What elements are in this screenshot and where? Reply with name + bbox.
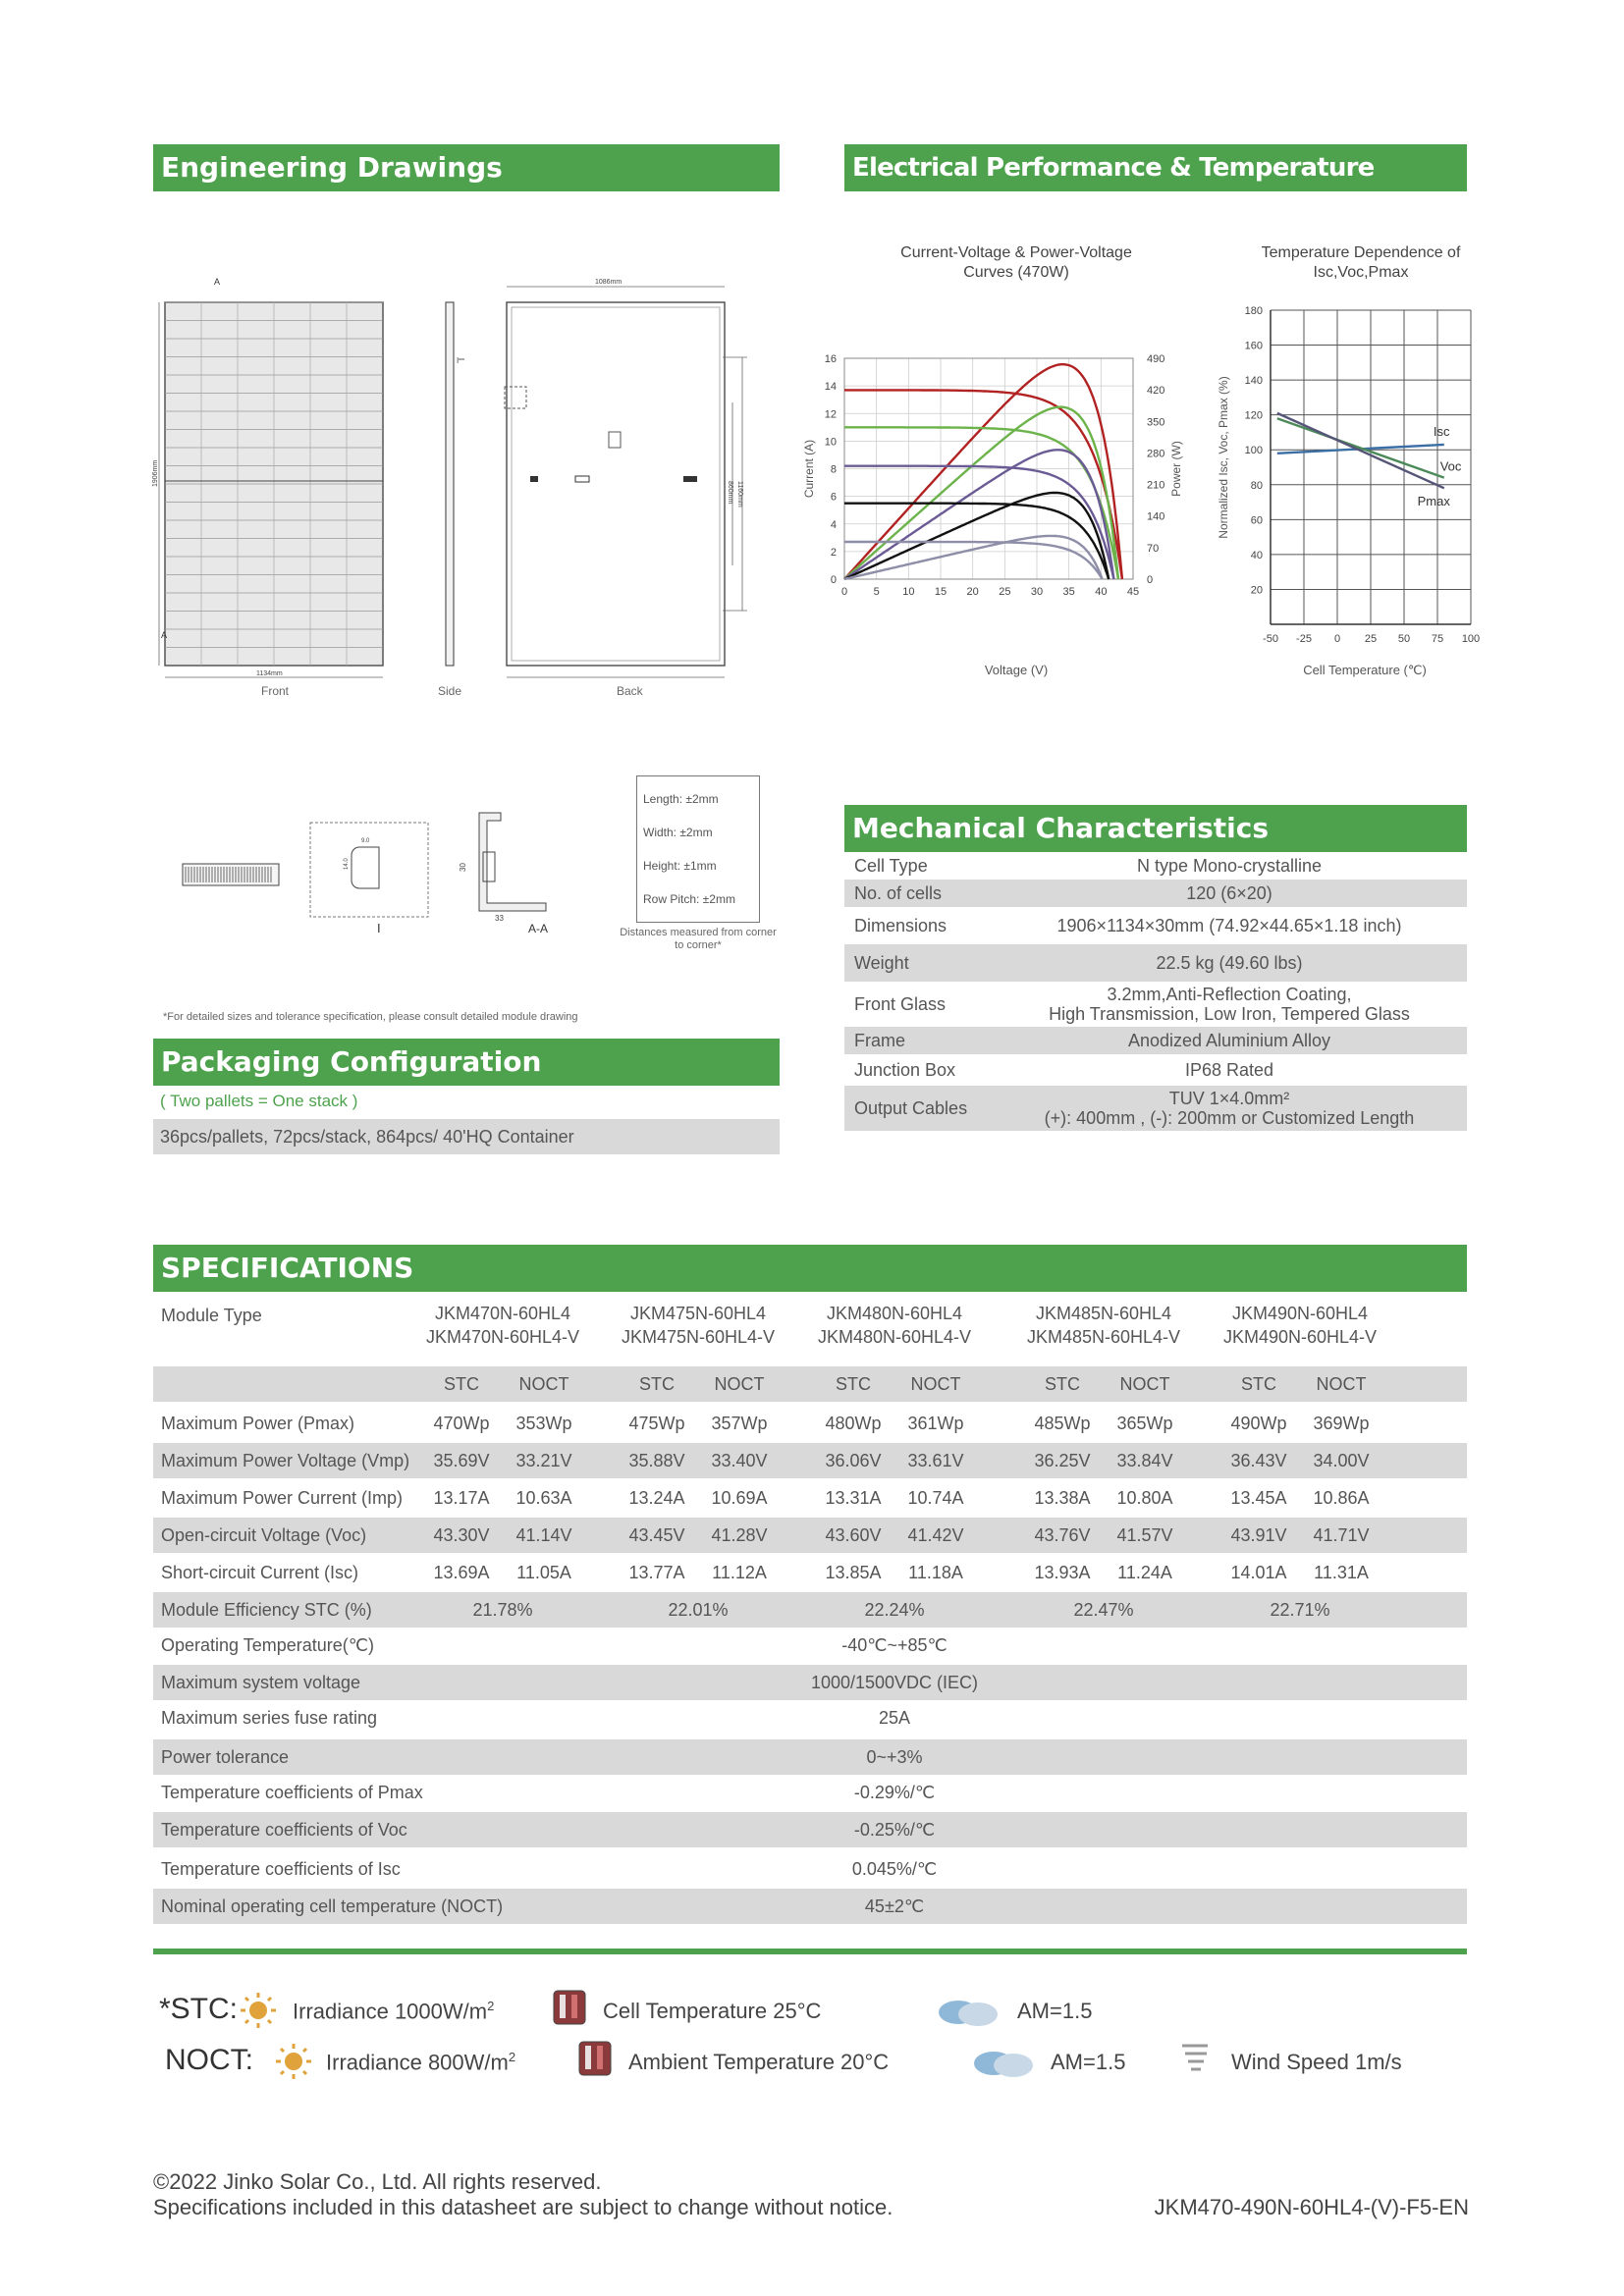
iv-xtick: 20 (966, 586, 979, 598)
efficiency-row (153, 1592, 1467, 1628)
spec-stc-value: 13.93A (1034, 1563, 1091, 1582)
section-aa-label: A-A (528, 922, 549, 935)
spec-label: Maximum system voltage (161, 1673, 361, 1692)
spec-stc-value: 14.01A (1230, 1563, 1287, 1582)
iv-ytick: 16 (824, 353, 837, 365)
spec-noct-value: 369Wp (1313, 1414, 1370, 1433)
iv-chart-xlabel: Voltage (V) (984, 663, 1049, 677)
spec-noct-value: 11.12A (712, 1563, 767, 1582)
wind-icon (1176, 2038, 1216, 2079)
spec-noct-value: 33.61V (907, 1451, 964, 1470)
iv-y2tick: 490 (1147, 353, 1165, 365)
noct-label: NOCT: (165, 2044, 253, 2076)
temp-xtick: -50 (1263, 633, 1278, 645)
temp-xtick: 0 (1333, 633, 1341, 645)
spec-stc-value: 13.24A (628, 1488, 685, 1508)
mechanical-header: Mechanical Characteristics (844, 805, 1467, 852)
model-name-line2: JKM470N-60HL4-V (425, 1327, 580, 1347)
spec-noct-value: 33.40V (711, 1451, 768, 1470)
spec-row (153, 1518, 1467, 1553)
spec-stc-value: 13.17A (433, 1488, 490, 1508)
spec-stc-value: 490Wp (1230, 1414, 1287, 1433)
spec-noct-value: 33.84V (1116, 1451, 1173, 1470)
spec-noct-value: 361Wp (907, 1414, 964, 1433)
back-height-dimension-1: 1160mm (736, 481, 743, 507)
spec-noct-value: 10.80A (1116, 1488, 1173, 1508)
mechanical-row (844, 982, 1467, 1027)
spec-stc-value: 485Wp (1034, 1414, 1091, 1433)
junction-detail (183, 864, 279, 885)
iv-pv-chart (795, 339, 1188, 682)
spec-row (153, 1700, 1467, 1735)
iv-xtick: 25 (999, 586, 1011, 598)
model-name-line1: JKM480N-60HL4 (826, 1304, 963, 1323)
temperature-chart (1212, 294, 1496, 658)
spec-label: Temperature coefficients of Isc (161, 1859, 401, 1879)
cloud-icon (970, 2040, 1039, 2079)
temp-series-voc (1277, 418, 1444, 477)
model-name-line2: JKM475N-60HL4-V (621, 1327, 776, 1347)
spec-noct-value: 11.24A (1117, 1563, 1172, 1582)
temp-ytick: 40 (1250, 549, 1263, 561)
iv-ytick: 10 (824, 436, 837, 449)
spec-label: Maximum Power Current (Imp) (161, 1488, 404, 1508)
temp-xtick: 50 (1397, 633, 1411, 645)
temp-series-pmax (1277, 413, 1444, 488)
spec-noct-value: 34.00V (1313, 1451, 1370, 1470)
mechanical-value-line2: High Transmission, Low Iron, Tempered Glass (1049, 1004, 1410, 1024)
tolerance-width: Width: ±2mm (643, 826, 713, 839)
spec-noct-value: 10.63A (515, 1488, 572, 1508)
cloud-icon (935, 1989, 1003, 2028)
iv-ylabel: Current (A) (802, 439, 816, 499)
mechanical-row (844, 852, 1467, 880)
tolerance-height: Height: ±1mm (643, 859, 717, 873)
stc-header: STC (836, 1374, 871, 1394)
section-aa-detail (459, 813, 548, 935)
mechanical-row (844, 1054, 1467, 1086)
spec-noct-value: 365Wp (1116, 1414, 1173, 1433)
spec-noct-value: 41.57V (1116, 1525, 1173, 1545)
iv-xtick: 0 (840, 586, 848, 598)
spec-stc-value: 35.88V (628, 1451, 685, 1470)
sun-icon (273, 2042, 314, 2081)
spec-noct-value: 33.21V (515, 1451, 572, 1470)
model-name (996, 1302, 1212, 1349)
drawing-footnote: *For detailed sizes and tolerance specification, please consult detailed module drawing (163, 1011, 578, 1023)
mechanical-label: Output Cables (854, 1098, 968, 1118)
spec-value: 25A (878, 1708, 911, 1728)
mechanical-label: Weight (854, 953, 909, 973)
stc-noct-header-row (153, 1366, 1467, 1402)
iv-xtick: 15 (934, 586, 947, 598)
efficiency-label: Module Efficiency STC (%) (161, 1600, 372, 1620)
iv-ytick: 14 (824, 381, 837, 394)
height-dimension: 1906mm (152, 459, 159, 487)
model-name-line2: JKM490N-60HL4-V (1222, 1327, 1378, 1347)
temp-ytick: 120 (1244, 409, 1263, 422)
spec-value: -0.29%/℃ (853, 1783, 936, 1802)
temp-xtick: 100 (1461, 633, 1481, 645)
model-name-line1: JKM490N-60HL4 (1231, 1304, 1369, 1323)
spec-label: Nominal operating cell temperature (NOCT) (161, 1896, 504, 1916)
model-name-line2: JKM485N-60HL4-V (1026, 1327, 1181, 1347)
disclaimer: Specifications included in this datasheet are subject to change without notice. (153, 2195, 893, 2219)
iv-y2tick: 140 (1147, 510, 1165, 523)
spec-bottom-rule (153, 1949, 1467, 1954)
spec-stc-value: 36.25V (1034, 1451, 1091, 1470)
spec-label: Temperature coefficients of Pmax (161, 1783, 423, 1802)
mechanical-table (844, 852, 1467, 1164)
back-label: Back (617, 684, 643, 698)
noct-air-mass: AM=1.5 (1051, 2050, 1126, 2074)
mechanical-value-line2: (+): 400mm , (-): 200mm or Customized Length (1044, 1108, 1415, 1128)
spec-row (153, 1851, 1467, 1887)
side-view-drawing (446, 302, 464, 666)
mechanical-label: Dimensions (854, 916, 947, 935)
temp-legend-pmax: Pmax (1417, 494, 1450, 509)
temp-ylabel: Normalized Isc, Voc, Pmax (%) (1217, 376, 1230, 539)
module-type-label: Module Type (161, 1306, 262, 1325)
mechanical-value: N type Mono-crystalline (1136, 856, 1323, 876)
stc-header: STC (639, 1374, 675, 1394)
mechanical-value (992, 1089, 1467, 1128)
temp-xtick: 75 (1431, 633, 1444, 645)
spec-row (153, 1628, 1467, 1663)
temp-ytick: 100 (1244, 445, 1263, 457)
efficiency-value: 22.47% (1073, 1600, 1134, 1620)
noct-ambient-temperature: Ambient Temperature 20°C (628, 2050, 890, 2074)
temp-ytick: 80 (1250, 479, 1263, 492)
spec-stc-value: 13.45A (1230, 1488, 1287, 1508)
temp-xtick: -25 (1296, 633, 1312, 645)
spec-stc-value: 13.85A (825, 1563, 882, 1582)
spec-row (153, 1406, 1467, 1441)
spec-noct-value: 11.18A (908, 1563, 963, 1582)
iv-ytick: 6 (830, 491, 837, 504)
noct-header: NOCT (1119, 1374, 1170, 1394)
model-name (590, 1302, 806, 1349)
temp-chart-title: Temperature Dependence of Isc,Voc,Pmax (1261, 244, 1461, 281)
tolerance-row-pitch: Row Pitch: ±2mm (643, 892, 735, 906)
spec-label: Maximum series fuse rating (161, 1708, 378, 1728)
spec-label: Open-circuit Voltage (Voc) (161, 1525, 367, 1545)
spec-stc-value: 43.60V (825, 1525, 882, 1545)
spec-noct-value: 353Wp (515, 1414, 572, 1433)
iv-ytick: 2 (830, 546, 837, 559)
noct-irradiance: Irradiance $800W/m^2$ (326, 2050, 516, 2075)
temp-legend-voc: Voc (1439, 458, 1462, 474)
spec-stc-value: 35.69V (433, 1451, 490, 1470)
model-name-line1: JKM470N-60HL4 (434, 1304, 571, 1323)
noct-header: NOCT (1316, 1374, 1367, 1394)
model-name (395, 1302, 611, 1349)
side-label: Side (438, 684, 462, 698)
temp-legend-isc: Isc (1433, 424, 1450, 439)
back-view-drawing (505, 279, 747, 677)
noct-header: NOCT (714, 1374, 765, 1394)
model-name-line1: JKM485N-60HL4 (1035, 1304, 1172, 1323)
iv-y2label: Power (W) (1169, 441, 1183, 497)
spec-stc-value: 36.43V (1230, 1451, 1287, 1470)
spec-stc-value: 13.38A (1034, 1488, 1091, 1508)
spec-label: Operating Temperature(℃) (161, 1635, 374, 1655)
spec-label: Short-circuit Current (Isc) (161, 1563, 359, 1582)
temp-xtick: 25 (1364, 633, 1378, 645)
model-name (1192, 1302, 1408, 1349)
spec-stc-value: 43.76V (1034, 1525, 1091, 1545)
iv-chart-title: Current-Voltage & Power-Voltage Curves (470W) (900, 244, 1132, 281)
mechanical-row (844, 880, 1467, 907)
efficiency-value: 22.71% (1270, 1600, 1330, 1620)
mechanical-row (844, 1086, 1467, 1131)
spec-stc-value: 13.31A (825, 1488, 882, 1508)
noct-header: NOCT (910, 1374, 961, 1394)
spec-stc-value: 480Wp (825, 1414, 882, 1433)
stc-air-mass: AM=1.5 (1017, 1999, 1093, 2023)
spec-label: Maximum Power (Pmax) (161, 1414, 355, 1433)
spec-noct-value: 41.28V (711, 1525, 768, 1545)
spec-value: -0.25%/℃ (853, 1820, 936, 1840)
mechanical-value-line1: 3.2mm,Anti-Reflection Coating, (1107, 985, 1352, 1004)
sun-icon (238, 1991, 279, 2030)
svg-text:9.0: 9.0 (361, 838, 370, 844)
spec-label: Power tolerance (161, 1747, 290, 1767)
electrical-performance-header: Electrical Performance & Temperature Dependence (844, 144, 1467, 191)
temp-ytick: 20 (1250, 584, 1263, 597)
spec-stc-value: 43.30V (433, 1525, 490, 1545)
iv-y2tick: 0 (1147, 574, 1154, 586)
section-i-label: I (377, 921, 381, 935)
stc-cell-temperature: Cell Temperature 25°C (603, 1999, 822, 2023)
iv-curve-2 (844, 466, 1113, 579)
spec-noct-value: 10.69A (711, 1488, 768, 1508)
tolerance-box (636, 775, 760, 923)
spec-noct-value: 357Wp (711, 1414, 768, 1433)
spec-stc-value: 36.06V (825, 1451, 882, 1470)
temp-ytick: 60 (1250, 514, 1263, 527)
spec-stc-value: 43.45V (628, 1525, 685, 1545)
iv-y2tick: 210 (1147, 479, 1165, 492)
mechanical-row (844, 1027, 1467, 1054)
mechanical-value: Anodized Aluminium Alloy (1127, 1031, 1331, 1050)
mechanical-label: Frame (854, 1031, 906, 1050)
mechanical-label: No. of cells (854, 883, 943, 903)
spec-stc-value: 43.91V (1230, 1525, 1287, 1545)
thermometer-icon (550, 1987, 589, 2028)
engineering-drawings (153, 265, 782, 717)
mechanical-value: 120 (6×20) (1186, 883, 1272, 903)
mechanical-row (844, 907, 1467, 944)
efficiency-value: 22.24% (864, 1600, 925, 1620)
spec-value: 0~+3% (866, 1747, 923, 1767)
stc-header: STC (1045, 1374, 1080, 1394)
svg-text:I: I (457, 356, 460, 365)
model-name (786, 1302, 1002, 1349)
spec-noct-value: 10.86A (1313, 1488, 1370, 1508)
iv-ytick: 0 (830, 574, 837, 586)
stc-header: STC (1241, 1374, 1276, 1394)
spec-noct-value: 41.14V (515, 1525, 572, 1545)
packaging-header: Packaging Configuration (153, 1039, 780, 1086)
spec-value: 45±2℃ (864, 1896, 925, 1916)
specifications-table (153, 1292, 1467, 1940)
iv-ytick: 4 (830, 518, 837, 531)
efficiency-value: 22.01% (668, 1600, 729, 1620)
spec-value: -40℃~+85℃ (841, 1635, 947, 1655)
temp-chart-xlabel: Cell Temperature (℃) (1303, 663, 1427, 677)
spec-stc-value: 13.69A (433, 1563, 490, 1582)
svg-text:14.0: 14.0 (344, 858, 350, 870)
spec-stc-value: 13.77A (628, 1563, 685, 1582)
stc-header: STC (444, 1374, 479, 1394)
iv-xtick: 45 (1126, 586, 1140, 598)
iv-xtick: 10 (902, 586, 915, 598)
mechanical-label: Junction Box (854, 1060, 956, 1080)
temp-ytick: 180 (1244, 305, 1263, 317)
section-marker-a-top: A (214, 277, 221, 287)
spec-stc-value: 470Wp (433, 1414, 490, 1433)
spec-row (153, 1480, 1467, 1516)
spec-noct-value: 10.74A (907, 1488, 964, 1508)
mechanical-value: 1906×1134×30mm (74.92×44.65×1.18 inch) (1056, 916, 1402, 935)
spec-noct-value: 11.05A (516, 1563, 571, 1582)
section-marker-a-bottom: A (161, 630, 168, 640)
thermometer-icon (575, 2038, 615, 2079)
mechanical-label: Front Glass (854, 994, 947, 1014)
mechanical-value: 22.5 kg (49.60 lbs) (1156, 953, 1303, 973)
tolerance-note: Distances measured from corner to corner* (620, 927, 777, 951)
spec-stc-value: 475Wp (628, 1414, 685, 1433)
section-i-detail (310, 823, 428, 935)
spec-noct-value: 41.71V (1313, 1525, 1370, 1545)
svg-text:30: 30 (459, 863, 467, 872)
iv-y2tick: 70 (1147, 542, 1160, 555)
tolerance-length: Length: ±2mm (643, 792, 719, 806)
svg-text:33: 33 (495, 914, 504, 923)
iv-xtick: 35 (1062, 586, 1075, 598)
packaging-subtitle: ( Two pallets = One stack ) (160, 1092, 358, 1110)
conditions-legend (0, 1973, 1624, 2091)
iv-xtick: 30 (1030, 586, 1044, 598)
width-dimension: 1134mm (256, 670, 283, 677)
spec-row (153, 1739, 1467, 1775)
temp-ytick: 140 (1244, 375, 1263, 388)
stc-irradiance: Irradiance $1000W/m^2$ (293, 1999, 495, 2024)
spec-row (153, 1443, 1467, 1478)
spec-row (153, 1812, 1467, 1847)
noct-header: NOCT (518, 1374, 569, 1394)
front-label: Front (261, 684, 290, 698)
spec-value: 1000/1500VDC (IEC) (810, 1673, 979, 1692)
iv-y2tick: 280 (1147, 448, 1165, 460)
noct-wind-speed: Wind Speed 1m/s (1231, 2050, 1402, 2074)
mechanical-value (992, 985, 1467, 1024)
iv-xtick: 5 (873, 586, 880, 598)
back-height-dimension-2: 860mm (727, 481, 733, 505)
efficiency-value: 21.78% (472, 1600, 533, 1620)
model-name-line2: JKM480N-60HL4-V (817, 1327, 972, 1347)
mechanical-label: Cell Type (854, 856, 928, 876)
spec-label: Temperature coefficients of Voc (161, 1820, 407, 1840)
mechanical-row (844, 944, 1467, 982)
spec-value: 0.045%/℃ (851, 1859, 938, 1879)
module-type-row (153, 1292, 1467, 1351)
iv-xtick: 40 (1095, 586, 1108, 598)
mechanical-value: IP68 Rated (1184, 1060, 1274, 1080)
specifications-header: SPECIFICATIONS (153, 1245, 1467, 1292)
model-name-line1: JKM475N-60HL4 (629, 1304, 767, 1323)
spec-row (153, 1775, 1467, 1810)
copyright: ©2022 Jinko Solar Co., Ltd. All rights reserved. (153, 2169, 602, 2194)
stc-label: *STC: (159, 1993, 239, 2025)
spec-row (153, 1555, 1467, 1590)
spec-row (153, 1665, 1467, 1700)
engineering-drawings-header: Engineering Drawings (153, 144, 780, 191)
iv-ytick: 12 (824, 408, 837, 421)
back-width-dimension: 1086mm (595, 279, 623, 286)
mechanical-value-line1: TUV 1×4.0mm² (1168, 1089, 1290, 1108)
iv-ytick: 8 (830, 463, 837, 476)
packaging-details: 36pcs/pallets, 72pcs/stack, 864pcs/ 40'HQ Container (160, 1127, 574, 1147)
temp-ytick: 160 (1244, 340, 1263, 352)
spec-label: Maximum Power Voltage (Vmp) (161, 1451, 410, 1470)
spec-noct-value: 41.42V (907, 1525, 964, 1545)
spec-noct-value: 11.31A (1314, 1563, 1369, 1582)
iv-y2tick: 350 (1147, 416, 1165, 429)
iv-y2tick: 420 (1147, 385, 1165, 398)
document-code: JKM470-490N-60HL4-(V)-F5-EN (1154, 2195, 1469, 2219)
spec-row (153, 1889, 1467, 1924)
front-view-drawing (152, 277, 383, 677)
